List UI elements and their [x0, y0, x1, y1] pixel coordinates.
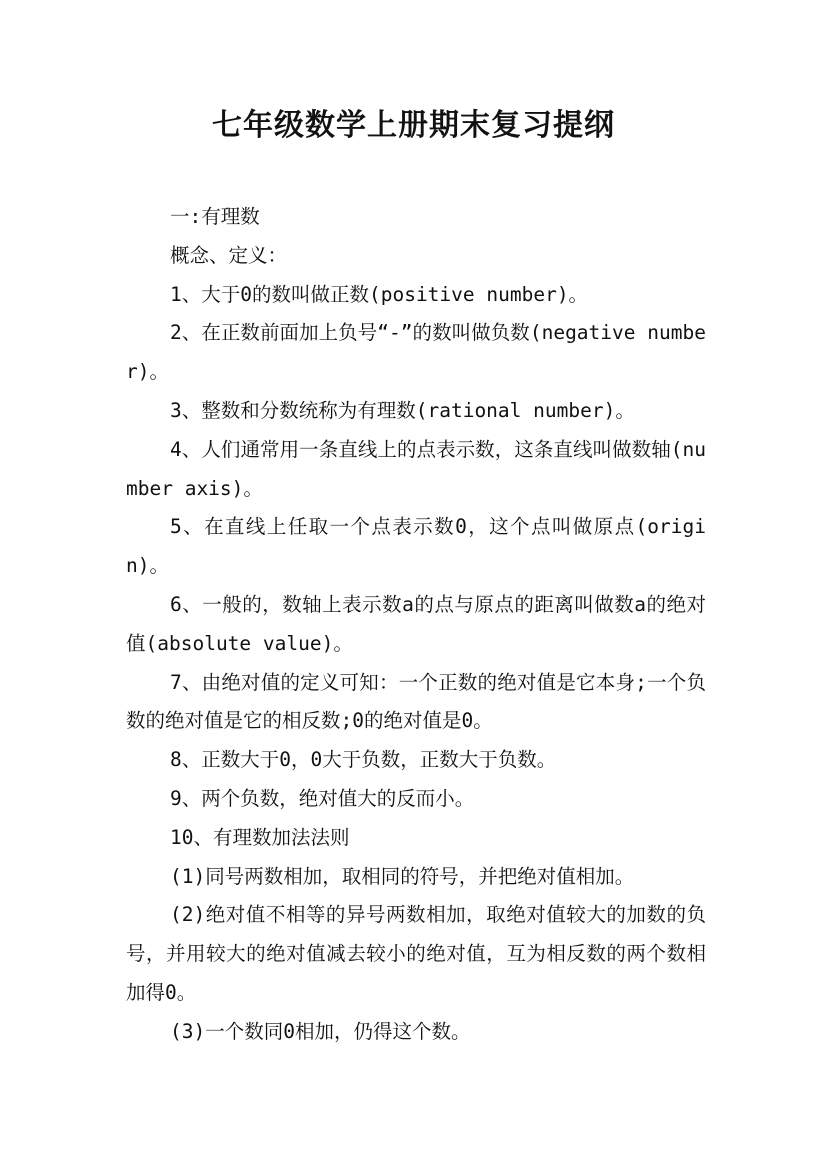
addition-rule-2: (2)绝对值不相等的异号两数相加，取绝对值较大的加数的负号，并用较大的绝对值减去较小的绝对值，互为相反数的两个数相加得0。 [126, 903, 706, 1004]
addition-rule-1: (1)同号两数相加，取相同的符号，并把绝对值相加。 [170, 864, 635, 888]
paragraph-item-7: 7、由绝对值的定义可知：一个正数的绝对值是它本身;一个负数的绝对值是它的相反数;0的绝对值是0。 [126, 670, 706, 733]
paragraph-item-3: 3、整数和分数统称为有理数(rational number)。 [170, 398, 635, 422]
paragraph-item-10: 10、有理数加法法则 [170, 825, 350, 849]
paragraph-item-6: 6、一般的，数轴上表示数a的点与原点的距离叫做数a的绝对值(absolute value)。 [126, 592, 706, 655]
paragraph-item-4: 4、人们通常用一条直线上的点表示数，这条直线叫做数轴(number axis)。 [126, 437, 706, 500]
paragraph-item-8: 8、正数大于0，0大于负数，正数大于负数。 [170, 748, 557, 772]
paragraph-item-5: 5、在直线上任取一个点表示数0，这个点叫做原点(origin)。 [126, 515, 706, 578]
concepts-definitions-label: 概念、定义： [170, 243, 288, 267]
paragraph-item-9: 9、两个负数，绝对值大的反而小。 [170, 786, 475, 810]
paragraph-item-2: 2、在正数前面加上负号“-”的数叫做负数(negative number)。 [126, 321, 706, 384]
addition-rule-3: (3)一个数同0相加，仍得这个数。 [170, 1019, 471, 1043]
paragraph-item-1: 1、大于0的数叫做正数(positive number)。 [170, 282, 589, 306]
document-title: 七年级数学上册期末复习提纲 [212, 108, 615, 143]
section-heading-rational-numbers: 一:有理数 [170, 205, 260, 228]
document-body [126, 198, 706, 1052]
